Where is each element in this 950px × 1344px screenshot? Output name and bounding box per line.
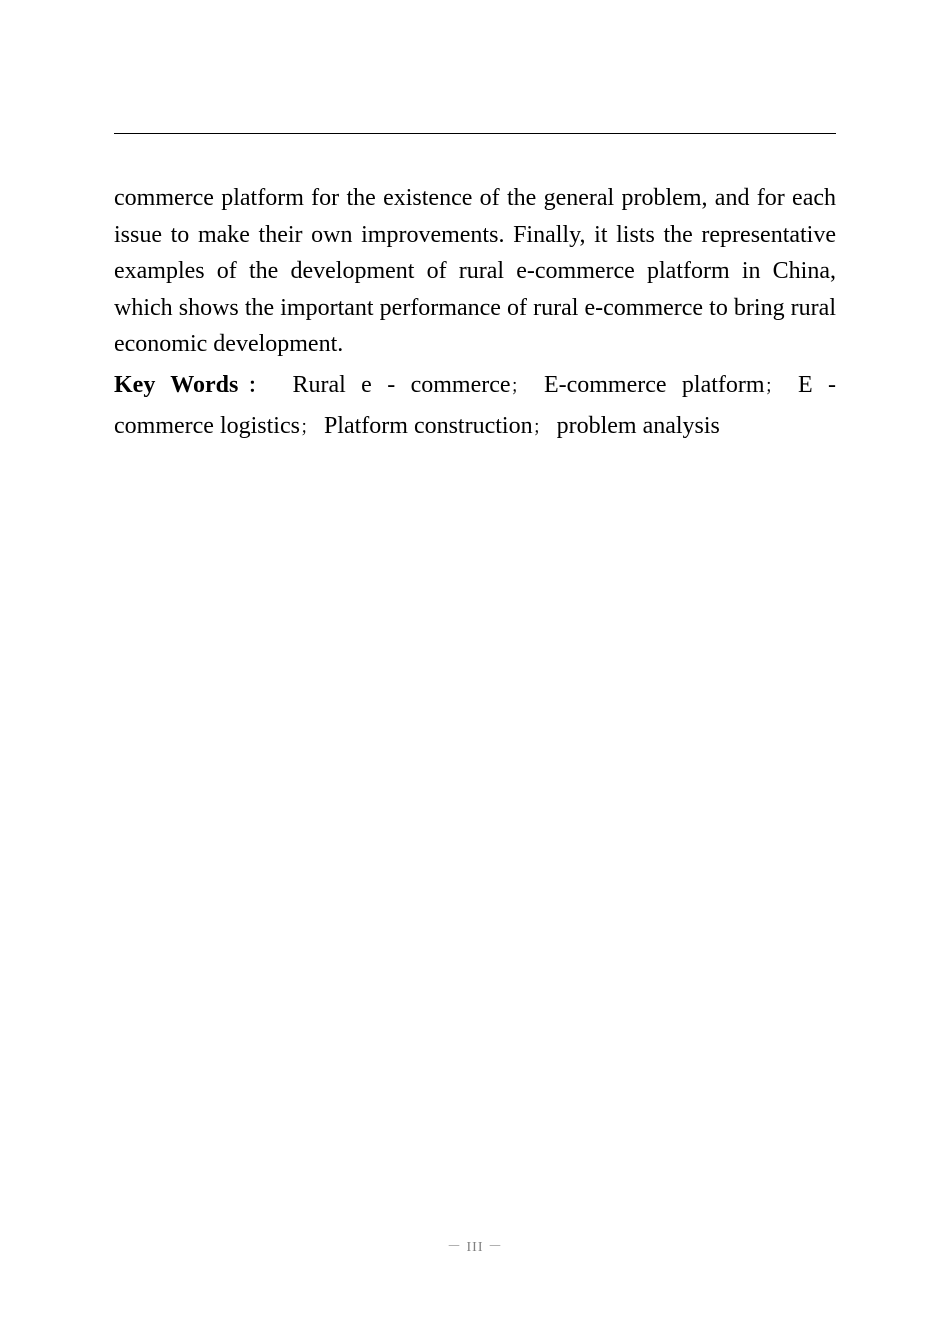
page-number: － III －: [447, 1240, 503, 1255]
keyword-separator: ；: [764, 376, 783, 397]
keyword-item: E - commerce logistics: [114, 372, 836, 439]
header-divider: [114, 133, 836, 134]
keyword-item: problem analysis: [556, 412, 720, 439]
keyword-item: Platform construction: [323, 412, 533, 439]
keyword-item: E-commerce platform: [543, 372, 765, 398]
abstract-paragraph: commerce platform for the existence of the general problem, and for each issue to make their own improvements. Finally, it lists the representative examples of the development of rural e-commerce platform in China, which shows the important performance of rural e-commerce to bring rural economic development.: [114, 185, 836, 358]
keywords-line: [114, 366, 836, 447]
keyword-separator: ；: [532, 416, 551, 438]
keyword-separator: ；: [299, 416, 318, 438]
keywords-colon: ：: [238, 373, 278, 397]
keyword-item: Rural e - commerce: [292, 372, 511, 398]
keywords-label: Key Words: [114, 372, 239, 398]
keyword-separator: ；: [510, 376, 529, 397]
